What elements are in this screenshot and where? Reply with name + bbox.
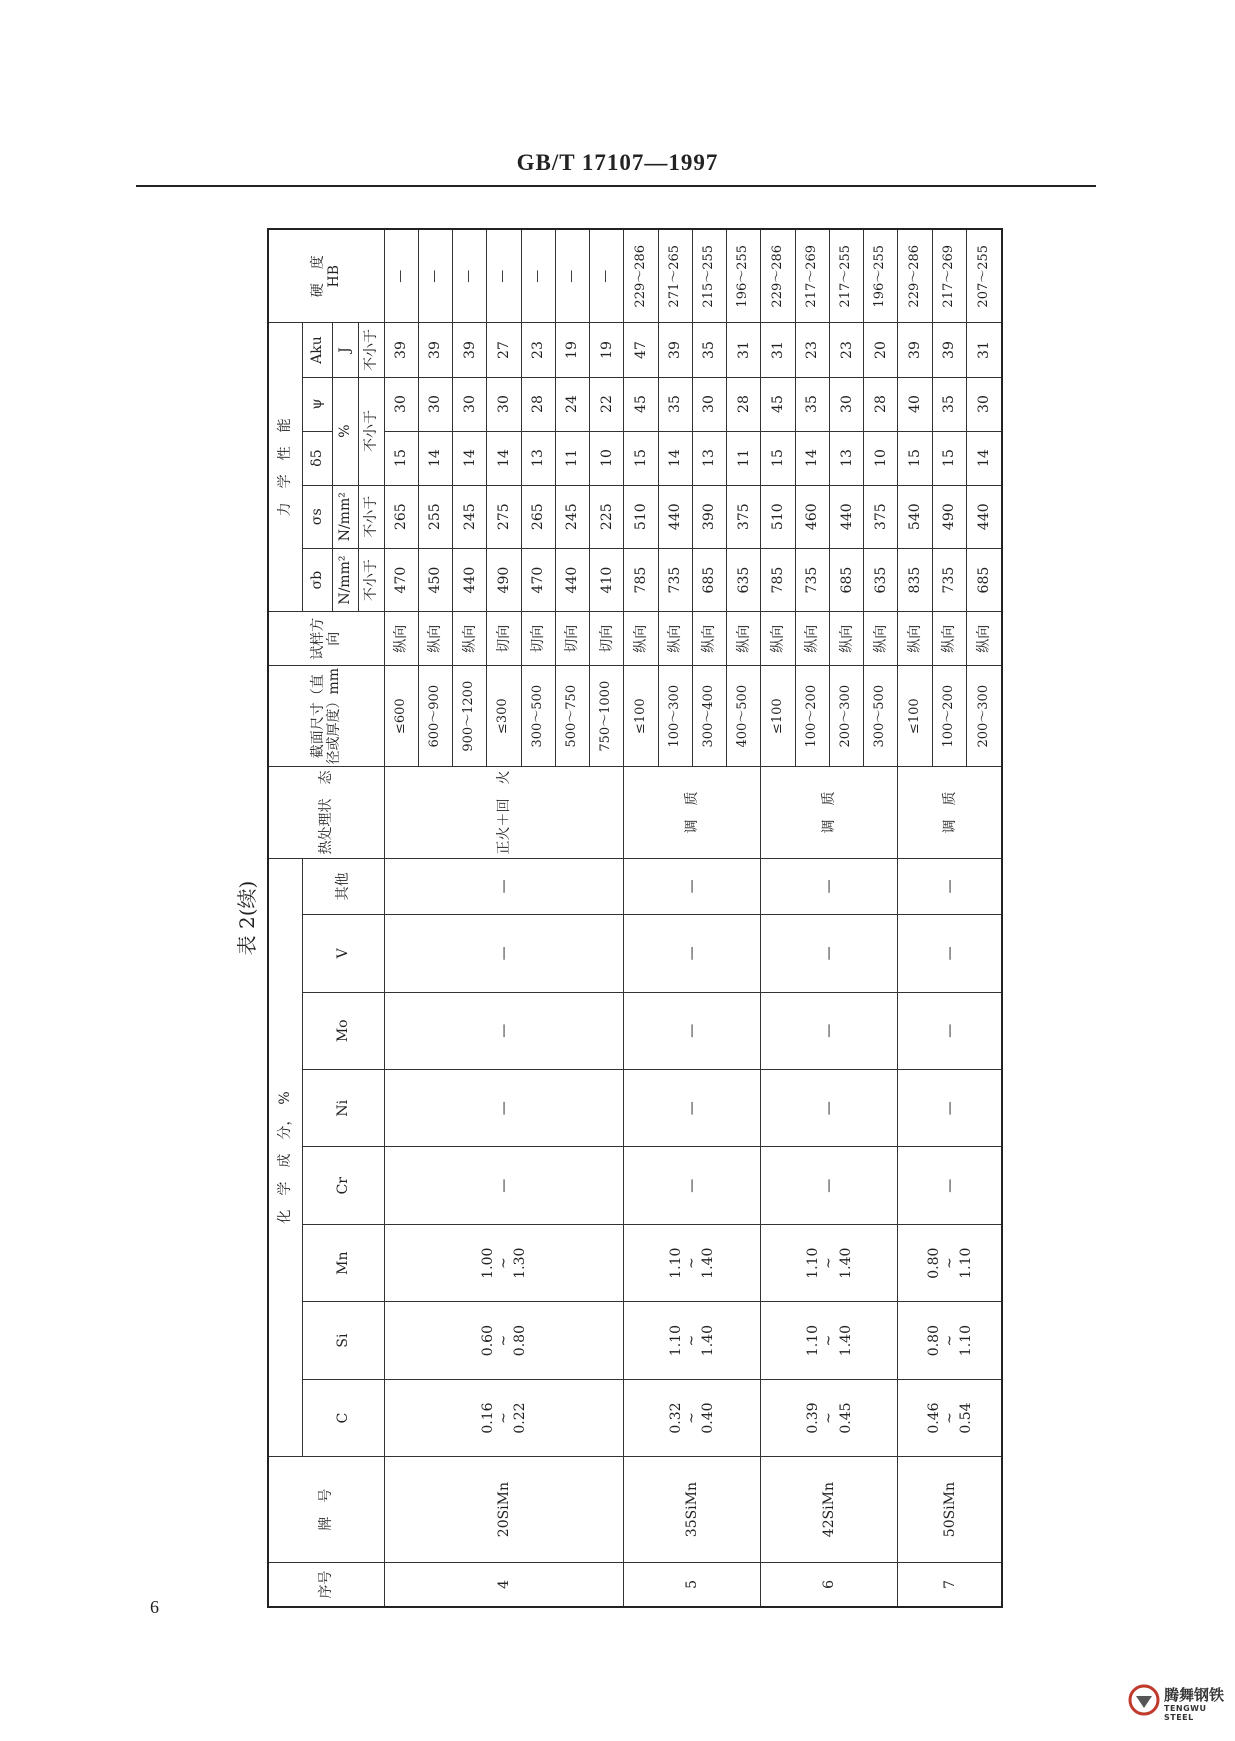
cell-sigma-b: 685 xyxy=(967,548,1002,611)
cell-hardness: 217～269 xyxy=(932,229,966,323)
chem-mn-part: 1.40 xyxy=(837,1247,854,1279)
cell-chem-si xyxy=(384,1302,624,1379)
chem-c-part: 0.54 xyxy=(957,1402,974,1434)
chem-si-part: 0.60 xyxy=(479,1325,496,1357)
cell-section-size: 900～1200 xyxy=(453,666,487,767)
cell-psi: 35 xyxy=(658,377,692,431)
cell-psi: 30 xyxy=(829,377,863,431)
cell-specimen-dir: 纵向 xyxy=(692,612,726,666)
cell-aku: 19 xyxy=(555,323,589,377)
cell-psi: 30 xyxy=(384,377,418,431)
cell-sigma-s: 390 xyxy=(692,485,726,548)
cell-aku: 19 xyxy=(590,323,624,377)
cell-aku: 31 xyxy=(967,323,1002,377)
table-row xyxy=(624,229,658,1607)
cell-section-size: 100～200 xyxy=(932,666,966,767)
header-heat-treatment: 热处理状 态 xyxy=(268,767,384,859)
cell-sigma-b: 835 xyxy=(898,548,932,611)
cell-sigma-s: 255 xyxy=(418,485,452,548)
cell-sigma-s: 375 xyxy=(727,485,761,548)
cell-delta5: 15 xyxy=(384,431,418,485)
cell-specimen-dir: 纵向 xyxy=(932,612,966,666)
header-hardness xyxy=(268,229,384,323)
cell-chem-v: — xyxy=(384,915,624,992)
chem-mn-part: 1.10 xyxy=(957,1247,974,1279)
cell-psi: 30 xyxy=(453,377,487,431)
header-chem-cr: Cr xyxy=(302,1147,384,1224)
cell-chem-other: — xyxy=(624,858,761,914)
cell-psi: 30 xyxy=(487,377,521,431)
cell-aku: 27 xyxy=(487,323,521,377)
cell-specimen-dir: 纵向 xyxy=(384,612,418,666)
cell-specimen-dir: 纵向 xyxy=(898,612,932,666)
cell-sigma-b: 470 xyxy=(384,548,418,611)
cell-sigma-s: 460 xyxy=(795,485,829,548)
cell-chem-mo: — xyxy=(384,992,624,1069)
header-chem-mn: Mn xyxy=(302,1224,384,1301)
cell-grade: 50SiMn xyxy=(898,1457,1002,1563)
cell-grade: 42SiMn xyxy=(761,1457,898,1563)
cell-seq: 5 xyxy=(624,1562,761,1607)
chem-mn-part: ~ xyxy=(684,1257,701,1270)
cell-aku: 39 xyxy=(384,323,418,377)
rotated-table-container xyxy=(227,228,1003,1608)
cell-specimen-dir: 纵向 xyxy=(761,612,795,666)
cell-chem-v: — xyxy=(898,915,1002,992)
cell-chem-mn xyxy=(898,1224,1002,1301)
header-chem-c: C xyxy=(302,1379,384,1456)
chem-c-part: ~ xyxy=(941,1412,958,1424)
cell-sigma-b: 735 xyxy=(658,548,692,611)
cell-sigma-s: 245 xyxy=(453,485,487,548)
table-row xyxy=(384,229,418,1607)
cell-psi: 30 xyxy=(692,377,726,431)
header-specimen-dir: 试样方向 xyxy=(268,612,384,666)
cell-aku: 23 xyxy=(795,323,829,377)
cell-chem-c xyxy=(898,1379,1002,1456)
header-notless-pct: 不小于 xyxy=(358,377,384,485)
cell-sigma-b: 440 xyxy=(453,548,487,611)
chem-mn-part: 0.80 xyxy=(925,1247,942,1279)
cell-sigma-s: 440 xyxy=(829,485,863,548)
cell-aku: 31 xyxy=(727,323,761,377)
cell-chem-mn xyxy=(624,1224,761,1301)
chem-si-part: 0.80 xyxy=(511,1325,528,1357)
header-notless-ss: 不小于 xyxy=(358,485,384,548)
cell-chem-si xyxy=(898,1302,1002,1379)
chem-si-part: 1.10 xyxy=(668,1325,685,1357)
header-mech-group: 力 学 性 能 xyxy=(268,323,302,612)
chem-si-part: 1.40 xyxy=(837,1325,854,1357)
chem-si-part: ~ xyxy=(684,1334,701,1347)
cell-sigma-s: 375 xyxy=(864,485,898,548)
header-rule xyxy=(136,185,1096,187)
cell-specimen-dir: 纵向 xyxy=(727,612,761,666)
header-chem-mo: Mo xyxy=(302,992,384,1069)
chem-c-part: ~ xyxy=(495,1412,512,1424)
cell-chem-si xyxy=(761,1302,898,1379)
cell-sigma-s: 510 xyxy=(624,485,658,548)
cell-chem-other: — xyxy=(384,858,624,914)
logo-mark-icon xyxy=(1128,1684,1160,1716)
header-chem-v: V xyxy=(302,915,384,992)
header-aku: Aku xyxy=(302,323,332,377)
cell-delta5: 11 xyxy=(555,431,589,485)
cell-aku: 39 xyxy=(658,323,692,377)
cell-delta5: 14 xyxy=(967,431,1002,485)
cell-hardness: 196～255 xyxy=(864,229,898,323)
cell-hardness: — xyxy=(590,229,624,323)
cell-psi: 28 xyxy=(727,377,761,431)
header-grade: 牌 号 xyxy=(268,1457,384,1563)
cell-psi: 24 xyxy=(555,377,589,431)
cell-psi: 30 xyxy=(418,377,452,431)
logo-name-cn: 腾舞钢铁 xyxy=(1164,1686,1225,1704)
cell-section-size: ≤100 xyxy=(761,666,795,767)
chem-mn-part: ~ xyxy=(495,1257,512,1270)
cell-specimen-dir: 纵向 xyxy=(453,612,487,666)
cell-aku: 35 xyxy=(692,323,726,377)
cell-hardness: 229～286 xyxy=(624,229,658,323)
cell-aku: 23 xyxy=(521,323,555,377)
cell-chem-mn xyxy=(384,1224,624,1301)
cell-hardness: — xyxy=(487,229,521,323)
chem-si-part: ~ xyxy=(941,1334,958,1347)
cell-delta5: 15 xyxy=(761,431,795,485)
cell-section-size: 400～500 xyxy=(727,666,761,767)
table-frame xyxy=(267,228,1003,1608)
header-chem-other: 其他 xyxy=(302,858,384,914)
cell-specimen-dir: 纵向 xyxy=(967,612,1002,666)
cell-sigma-b: 685 xyxy=(692,548,726,611)
header-seq: 序号 xyxy=(268,1562,384,1607)
header-notless-aku: 不小于 xyxy=(358,323,384,377)
cell-heat-treatment: 调 质 xyxy=(761,767,898,859)
cell-sigma-s: 540 xyxy=(898,485,932,548)
cell-aku: 31 xyxy=(761,323,795,377)
cell-hardness: 207～255 xyxy=(967,229,1002,323)
header-chem-ni: Ni xyxy=(302,1070,384,1147)
cell-sigma-s: 265 xyxy=(521,485,555,548)
cell-chem-ni: — xyxy=(761,1070,898,1147)
header-unit-sb: N/mm² xyxy=(332,548,358,611)
chem-c-part: 0.40 xyxy=(700,1402,717,1434)
header-delta5: δ5 xyxy=(302,431,332,485)
cell-section-size: 100～200 xyxy=(795,666,829,767)
cell-delta5: 11 xyxy=(727,431,761,485)
cell-hardness: — xyxy=(384,229,418,323)
chem-si-part: 1.10 xyxy=(957,1325,974,1357)
cell-delta5: 14 xyxy=(453,431,487,485)
cell-sigma-b: 785 xyxy=(761,548,795,611)
cell-chem-other: — xyxy=(898,858,1002,914)
cell-hardness: — xyxy=(521,229,555,323)
cell-psi: 22 xyxy=(590,377,624,431)
cell-sigma-b: 735 xyxy=(932,548,966,611)
cell-chem-c xyxy=(624,1379,761,1456)
chem-c-part: ~ xyxy=(684,1412,701,1424)
chem-mn-part: ~ xyxy=(821,1257,838,1270)
cell-section-size: 100～300 xyxy=(658,666,692,767)
cell-seq: 6 xyxy=(761,1562,898,1607)
cell-chem-other: — xyxy=(761,858,898,914)
cell-specimen-dir: 纵向 xyxy=(795,612,829,666)
cell-chem-mo: — xyxy=(761,992,898,1069)
cell-sigma-b: 450 xyxy=(418,548,452,611)
cell-specimen-dir: 切向 xyxy=(555,612,589,666)
cell-psi: 35 xyxy=(795,377,829,431)
cell-sigma-b: 410 xyxy=(590,548,624,611)
cell-sigma-s: 490 xyxy=(932,485,966,548)
chem-c-part: 0.39 xyxy=(805,1402,822,1434)
header-unit-j: J xyxy=(332,323,358,377)
cell-specimen-dir: 纵向 xyxy=(418,612,452,666)
cell-delta5: 13 xyxy=(829,431,863,485)
logo-name-en: TENGWU STEEL xyxy=(1164,1704,1207,1722)
standard-code: GB/T 17107—1997 xyxy=(516,150,719,175)
cell-delta5: 14 xyxy=(795,431,829,485)
cell-chem-c xyxy=(384,1379,624,1456)
cell-section-size: 600～900 xyxy=(418,666,452,767)
cell-hardness: 196～255 xyxy=(727,229,761,323)
cell-chem-ni: — xyxy=(898,1070,1002,1147)
tengwu-logo xyxy=(1128,1682,1235,1722)
cell-chem-v: — xyxy=(761,915,898,992)
chem-c-part: ~ xyxy=(821,1412,838,1424)
cell-hardness: — xyxy=(418,229,452,323)
cell-delta5: 14 xyxy=(658,431,692,485)
cell-specimen-dir: 切向 xyxy=(590,612,624,666)
header-chem-si: Si xyxy=(302,1302,384,1379)
page-header xyxy=(0,150,1235,176)
cell-seq: 7 xyxy=(898,1562,1002,1607)
cell-hardness: 229～286 xyxy=(898,229,932,323)
cell-sigma-b: 635 xyxy=(864,548,898,611)
header-unit-pct: % xyxy=(332,377,358,485)
cell-specimen-dir: 纵向 xyxy=(829,612,863,666)
cell-section-size: 300～500 xyxy=(864,666,898,767)
cell-sigma-s: 265 xyxy=(384,485,418,548)
cell-sigma-b: 735 xyxy=(795,548,829,611)
cell-heat-treatment: 正火＋回 火 xyxy=(384,767,624,859)
cell-aku: 39 xyxy=(932,323,966,377)
table-row xyxy=(898,229,932,1607)
chem-mn-part: 1.10 xyxy=(805,1247,822,1279)
chem-mn-part: 1.30 xyxy=(511,1247,528,1279)
cell-specimen-dir: 纵向 xyxy=(624,612,658,666)
cell-chem-v: — xyxy=(624,915,761,992)
header-unit-ss: N/mm² xyxy=(332,485,358,548)
cell-sigma-s: 510 xyxy=(761,485,795,548)
cell-section-size: 500～750 xyxy=(555,666,589,767)
table-row xyxy=(761,229,795,1607)
cell-chem-mo: — xyxy=(898,992,1002,1069)
cell-delta5: 10 xyxy=(590,431,624,485)
cell-aku: 39 xyxy=(453,323,487,377)
cell-chem-cr: — xyxy=(898,1147,1002,1224)
cell-aku: 23 xyxy=(829,323,863,377)
header-section-size: 截面尺寸（直径或厚度）mm xyxy=(268,666,384,767)
cell-delta5: 13 xyxy=(521,431,555,485)
cell-chem-c xyxy=(761,1379,898,1456)
cell-hardness: — xyxy=(453,229,487,323)
cell-psi: 30 xyxy=(967,377,1002,431)
cell-sigma-b: 785 xyxy=(624,548,658,611)
cell-hardness: 271～265 xyxy=(658,229,692,323)
chem-mn-part: 1.40 xyxy=(700,1247,717,1279)
cell-sigma-b: 635 xyxy=(727,548,761,611)
cell-delta5: 10 xyxy=(864,431,898,485)
cell-psi: 35 xyxy=(932,377,966,431)
cell-delta5: 15 xyxy=(932,431,966,485)
cell-psi: 45 xyxy=(624,377,658,431)
cell-specimen-dir: 切向 xyxy=(487,612,521,666)
cell-aku: 39 xyxy=(898,323,932,377)
cell-sigma-s: 275 xyxy=(487,485,521,548)
cell-aku: 39 xyxy=(418,323,452,377)
header-notless-sb: 不小于 xyxy=(358,548,384,611)
cell-hardness: — xyxy=(555,229,589,323)
header-psi: ψ xyxy=(302,377,332,431)
cell-section-size: ≤300 xyxy=(487,666,521,767)
cell-psi: 28 xyxy=(864,377,898,431)
cell-aku: 47 xyxy=(624,323,658,377)
cell-sigma-s: 225 xyxy=(590,485,624,548)
chem-si-part: ~ xyxy=(495,1334,512,1347)
chem-c-part: 0.32 xyxy=(668,1402,685,1434)
spec-table xyxy=(267,228,1003,1608)
cell-chem-cr: — xyxy=(384,1147,624,1224)
chem-mn-part: 1.10 xyxy=(668,1247,685,1279)
chem-si-part: 1.10 xyxy=(805,1325,822,1357)
cell-chem-mo: — xyxy=(624,992,761,1069)
cell-specimen-dir: 纵向 xyxy=(864,612,898,666)
chem-si-part: 0.80 xyxy=(925,1325,942,1357)
cell-section-size: 200～300 xyxy=(829,666,863,767)
cell-sigma-b: 685 xyxy=(829,548,863,611)
cell-sigma-s: 245 xyxy=(555,485,589,548)
cell-sigma-b: 470 xyxy=(521,548,555,611)
cell-section-size: 300～400 xyxy=(692,666,726,767)
chem-c-part: 0.45 xyxy=(837,1402,854,1434)
table-body xyxy=(384,229,1002,1607)
cell-aku: 20 xyxy=(864,323,898,377)
chem-c-part: 0.22 xyxy=(511,1402,528,1434)
cell-delta5: 14 xyxy=(487,431,521,485)
cell-grade: 20SiMn xyxy=(384,1457,624,1563)
cell-chem-cr: — xyxy=(624,1147,761,1224)
chem-mn-part: 1.00 xyxy=(479,1247,496,1279)
cell-chem-ni: — xyxy=(624,1070,761,1147)
header-sigma-b: σb xyxy=(302,548,332,611)
cell-seq: 4 xyxy=(384,1562,624,1607)
cell-delta5: 13 xyxy=(692,431,726,485)
header-hardness-unit: HB xyxy=(326,265,343,288)
cell-section-size: ≤600 xyxy=(384,666,418,767)
chem-si-part: ~ xyxy=(821,1334,838,1347)
header-hardness-label: 硬 度 xyxy=(310,255,327,298)
header-sigma-s: σs xyxy=(302,485,332,548)
cell-sigma-s: 440 xyxy=(967,485,1002,548)
cell-sigma-b: 490 xyxy=(487,548,521,611)
cell-heat-treatment: 调 质 xyxy=(624,767,761,859)
header-chem-group: 化 学 成 分， % xyxy=(268,858,302,1457)
cell-sigma-s: 440 xyxy=(658,485,692,548)
cell-specimen-dir: 纵向 xyxy=(658,612,692,666)
chem-c-part: 0.16 xyxy=(479,1402,496,1434)
cell-chem-mn xyxy=(761,1224,898,1301)
cell-delta5: 15 xyxy=(898,431,932,485)
cell-heat-treatment: 调 质 xyxy=(898,767,1002,859)
cell-chem-cr: — xyxy=(761,1147,898,1224)
cell-section-size: 200～300 xyxy=(967,666,1002,767)
cell-grade: 35SiMn xyxy=(624,1457,761,1563)
cell-chem-ni: — xyxy=(384,1070,624,1147)
cell-chem-si xyxy=(624,1302,761,1379)
chem-c-part: 0.46 xyxy=(925,1402,942,1434)
cell-hardness: 217～269 xyxy=(795,229,829,323)
cell-section-size: ≤100 xyxy=(624,666,658,767)
cell-hardness: 229～286 xyxy=(761,229,795,323)
cell-psi: 45 xyxy=(761,377,795,431)
cell-hardness: 217～255 xyxy=(829,229,863,323)
cell-psi: 40 xyxy=(898,377,932,431)
table-caption: 表 2(续) xyxy=(235,880,259,956)
page-number: 6 xyxy=(150,1597,159,1617)
cell-sigma-b: 440 xyxy=(555,548,589,611)
cell-psi: 28 xyxy=(521,377,555,431)
cell-specimen-dir: 切向 xyxy=(521,612,555,666)
cell-section-size: 750～1000 xyxy=(590,666,624,767)
cell-hardness: 215～255 xyxy=(692,229,726,323)
cell-delta5: 15 xyxy=(624,431,658,485)
cell-section-size: 300～500 xyxy=(521,666,555,767)
chem-si-part: 1.40 xyxy=(700,1325,717,1357)
cell-section-size: ≤100 xyxy=(898,666,932,767)
chem-mn-part: ~ xyxy=(941,1257,958,1270)
cell-delta5: 14 xyxy=(418,431,452,485)
